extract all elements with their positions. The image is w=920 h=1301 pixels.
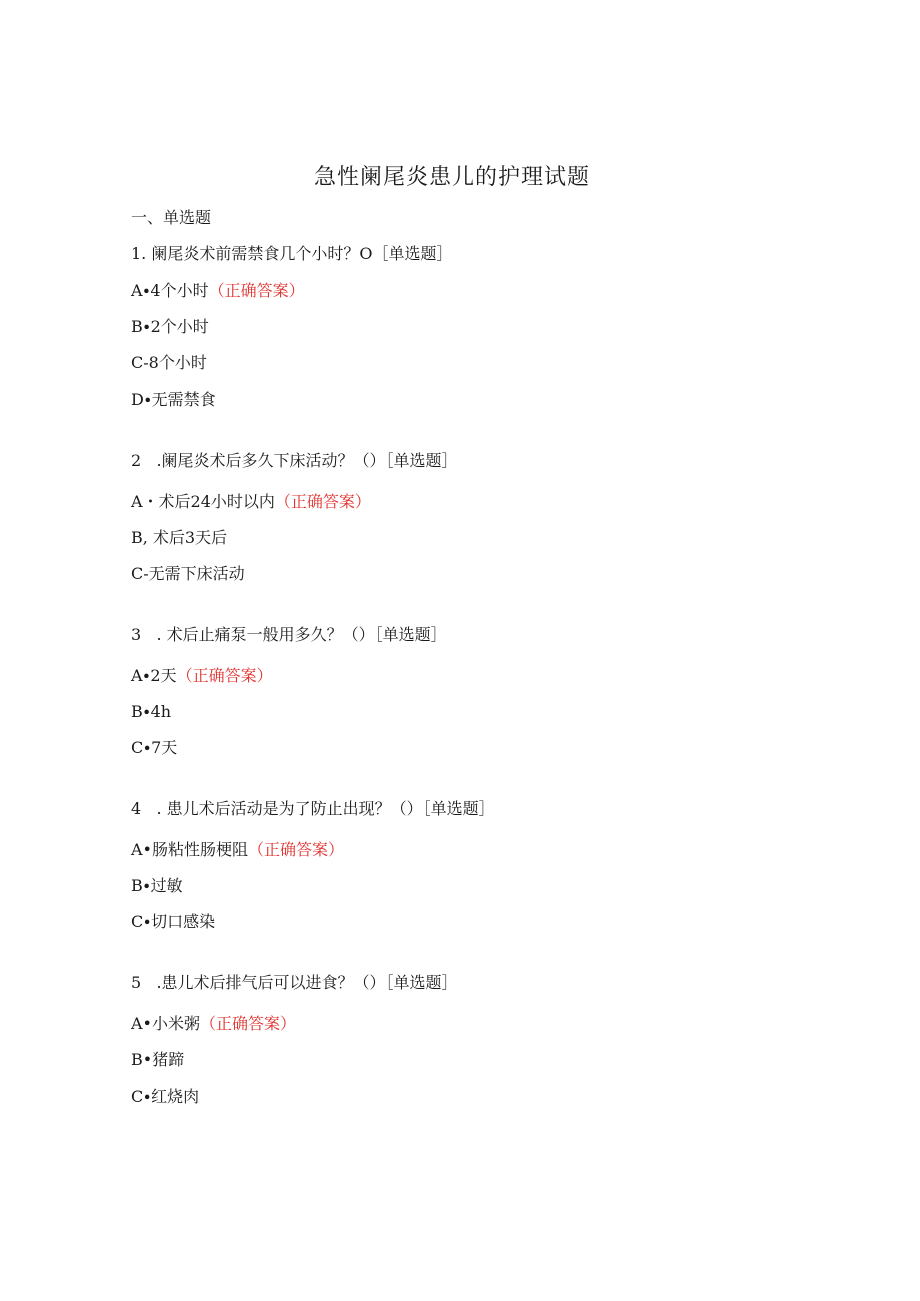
option-text: A∙2天 — [131, 666, 177, 685]
correct-answer-tag: （正确答案） — [208, 281, 305, 300]
correct-answer-tag: （正确答案） — [200, 1014, 297, 1033]
option-text: A•小米粥 — [131, 1014, 200, 1033]
question-1-option-b — [131, 316, 209, 338]
option-text: C-8个小时 — [131, 353, 207, 372]
question-1-option-a — [131, 280, 305, 302]
question-5-option-a — [131, 1013, 296, 1035]
question-2-option-b — [131, 527, 227, 549]
question-4: 4 . 患儿术后活动是为了防止出现？（）［单选题］ — [131, 799, 495, 818]
question-5-option-c — [131, 1086, 199, 1108]
correct-answer-tag: （正确答案） — [248, 840, 345, 859]
question-2-option-c — [131, 563, 245, 585]
question-4-option-b — [131, 875, 183, 897]
option-text: C∙7天 — [131, 738, 178, 757]
option-text: C-无需下床活动 — [131, 564, 245, 583]
question-2-option-a — [131, 491, 371, 513]
option-text: A∙4个小时 — [131, 281, 209, 300]
question-3-option-b — [131, 701, 171, 723]
correct-answer-tag: （正确答案） — [176, 666, 273, 685]
correct-answer-tag: （正确答案） — [274, 492, 371, 511]
option-text: A・术后24小时以内 — [131, 492, 275, 511]
option-text: B∙过敏 — [131, 876, 183, 895]
question-1: 1. 阑尾炎术前需禁食几个小时？O［单选题］ — [131, 244, 453, 263]
question-1-option-c — [131, 352, 207, 374]
option-text: C∙红烧肉 — [131, 1087, 200, 1106]
question-5-option-b — [131, 1049, 184, 1071]
question-4-option-c — [131, 911, 215, 933]
question-2: 2 .阑尾炎术后多久下床活动？（）［单选题］ — [131, 451, 458, 470]
question-4-option-a — [131, 839, 344, 861]
option-text: B•猪蹄 — [131, 1050, 185, 1069]
question-3: 3 . 术后止痛泵一般用多久？（）［单选题］ — [131, 625, 447, 644]
option-text: C∙切口感染 — [131, 912, 216, 931]
option-text: D∙无需禁食 — [131, 390, 216, 409]
option-text: A•肠粘性肠梗阻 — [131, 840, 248, 859]
question-3-option-c — [131, 737, 177, 759]
option-text: B∙4h — [131, 702, 172, 721]
page-title: 急性阑尾炎患儿的护理试题 — [313, 165, 590, 190]
option-text: B, 术后3天后 — [131, 528, 228, 547]
question-1-option-d — [131, 389, 216, 411]
question-5: 5 .患儿术后排气后可以进食？（）［单选题］ — [131, 973, 458, 992]
section-heading: 一、单选题 — [131, 208, 212, 227]
option-text: B∙2个小时 — [131, 317, 209, 336]
question-3-option-a — [131, 665, 273, 687]
